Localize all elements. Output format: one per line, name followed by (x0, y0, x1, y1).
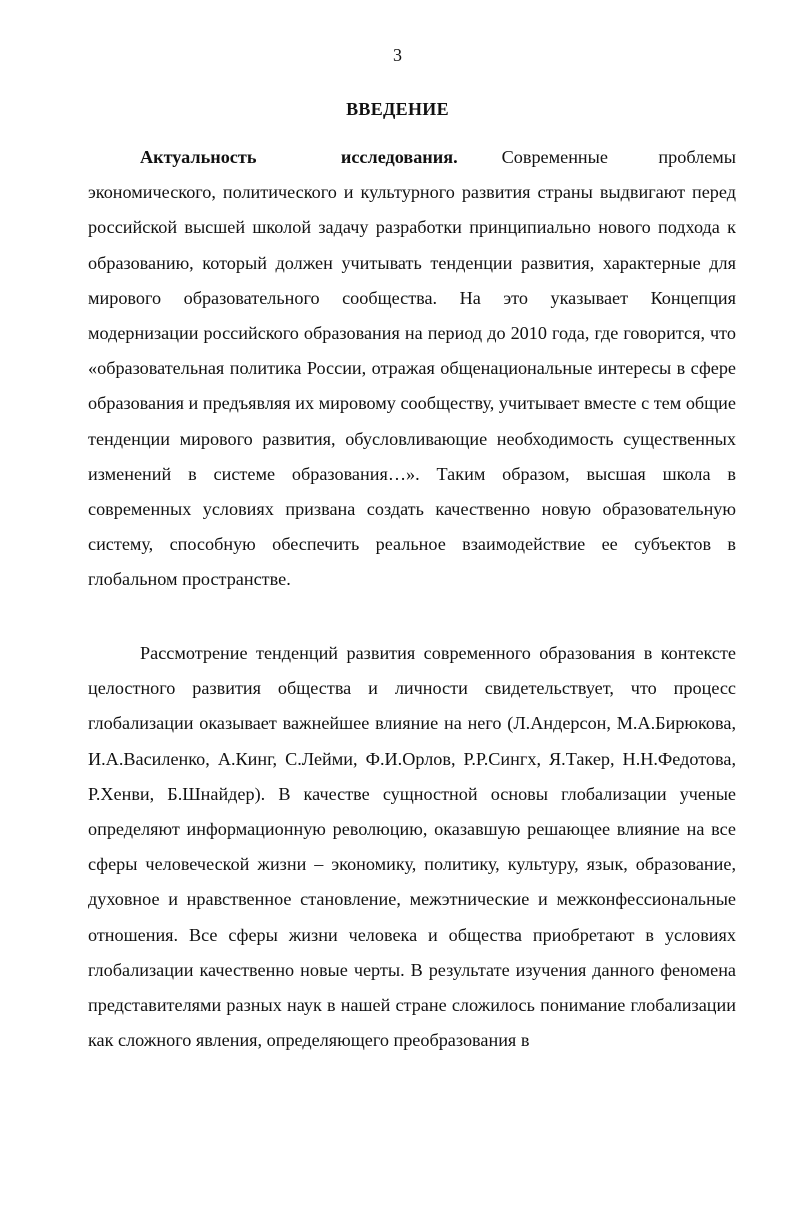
paragraph-text (88, 140, 736, 598)
page-number: 3 (393, 45, 402, 65)
paragraph-body: Рассмотрение тенденций развития современного образования в контексте целостного развития общества и личности свидетельствует, что процесс глобализации оказывает важнейшее влияние на него (Л.Андерсон, М.А.Бирюкова, И.А.Василенко, А.Кинг, С.Лейми, Ф.И.Орлов, Р.Р.Сингх, Я.Такер, Н.Н.Федотова, Р.Хенви, Б.Шнайдер). В качестве сущностной основы глобализации ученые определяют информационную революцию, оказавшую решающее влияние на все сферы человеческой жизни – экономику, политику, культуру, язык, образование, духовное и нравственное становление, межэтнические и межконфессиональные отношения. Все сферы жизни человека и общества приобретают в условиях глобализации качественно новые черты. В результате изучения данного феномена представителями разных наук в нашей стране сложилось понимание глобализации как сложного явления, определяющего преобразования в (88, 643, 736, 1051)
paragraph-globalization (88, 636, 736, 1058)
page-title: ВВЕДЕНИЕ (346, 99, 449, 119)
paragraph-body: Современные проблемы экономического, политического и культурного развития страны выдвигают перед российской высшей школой задачу разработки принципиально нового подхода к образованию, который должен учитывать тенденции развития, характерные для мирового образовательного сообщества. На это указывает Концепция модернизации российского образования на период до 2010 года, где говорится, что «образовательная политика России, отражая общенациональные интересы в сфере образования и предъявляя их мировому сообществу, учитывает вместе с тем общие тенденции мирового развития, обусловливающие необходимость существенных изменений в системе образования…». Таким образом, высшая школа в современных условиях призвана создать качественно новую образовательную систему, способную обеспечить реальное взаимодействие ее субъектов в глобальном пространстве. (88, 147, 736, 590)
paragraph-lead: Актуальность исследования. (140, 147, 458, 167)
paragraph-relevance (88, 140, 736, 598)
